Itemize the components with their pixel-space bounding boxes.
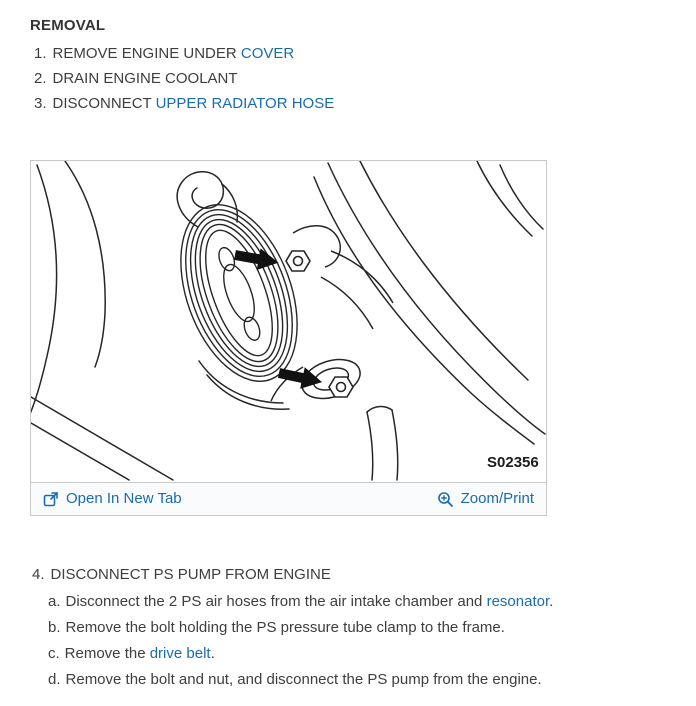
engine-under-cover-link[interactable]: COVER bbox=[240, 45, 295, 62]
removal-steps-list bbox=[30, 43, 666, 114]
substep-a bbox=[48, 591, 666, 612]
substep-text: Disconnect the 2 PS air hoses from the air intake chamber and bbox=[65, 593, 487, 610]
figure-panel bbox=[30, 160, 547, 516]
step-4-title bbox=[32, 564, 666, 585]
open-in-new-tab-label: Open In New Tab bbox=[66, 490, 182, 507]
engine-pulley-illustration bbox=[31, 161, 546, 482]
removal-step-1 bbox=[34, 43, 666, 64]
step-4-title-text: DISCONNECT PS PUMP FROM ENGINE bbox=[50, 566, 331, 583]
substep-b bbox=[48, 617, 666, 638]
substep-letter: b. bbox=[48, 619, 61, 636]
drive-belt-link[interactable]: drive belt bbox=[149, 645, 211, 662]
figure-canvas bbox=[31, 161, 546, 482]
substep-letter: d. bbox=[48, 671, 61, 688]
figure-toolbar bbox=[31, 482, 546, 515]
substep-letter: a. bbox=[48, 593, 61, 610]
step-4-section bbox=[30, 564, 666, 690]
zoom-print-label: Zoom/Print bbox=[460, 490, 534, 507]
ribbed-pulley bbox=[159, 189, 320, 397]
substep-text-post: . bbox=[549, 593, 554, 610]
step-number: 1. bbox=[34, 45, 47, 62]
step-number: 2. bbox=[34, 70, 47, 87]
figure-code: S02356 bbox=[487, 454, 539, 471]
substep-text: Remove the bolt and nut, and disconnect the PS pump from the engine. bbox=[65, 671, 542, 688]
removal-step-2 bbox=[34, 68, 666, 89]
zoom-print-button[interactable] bbox=[437, 490, 534, 508]
section-title-removal: REMOVAL bbox=[30, 17, 106, 34]
step-text: DISCONNECT bbox=[52, 95, 156, 112]
substep-text: Remove the bbox=[64, 645, 150, 662]
substep-d bbox=[48, 669, 666, 690]
step-number: 3. bbox=[34, 95, 47, 112]
step-4-substeps bbox=[32, 591, 666, 690]
step-text: REMOVE ENGINE UNDER bbox=[52, 45, 241, 62]
substep-letter: c. bbox=[48, 645, 60, 662]
step-text: DRAIN ENGINE COOLANT bbox=[52, 70, 238, 87]
open-in-new-tab-icon bbox=[43, 491, 59, 507]
substep-c bbox=[48, 643, 666, 664]
open-in-new-tab-button[interactable] bbox=[43, 490, 182, 508]
step-number: 4. bbox=[32, 566, 45, 583]
zoom-magnifier-icon bbox=[437, 491, 454, 508]
resonator-link[interactable]: resonator bbox=[486, 593, 550, 610]
upper-radiator-hose-link[interactable]: UPPER RADIATOR HOSE bbox=[155, 95, 335, 112]
substep-text: Remove the bolt holding the PS pressure tube clamp to the frame. bbox=[65, 619, 505, 636]
removal-step-3 bbox=[34, 93, 666, 114]
substep-text-post: . bbox=[210, 645, 215, 662]
